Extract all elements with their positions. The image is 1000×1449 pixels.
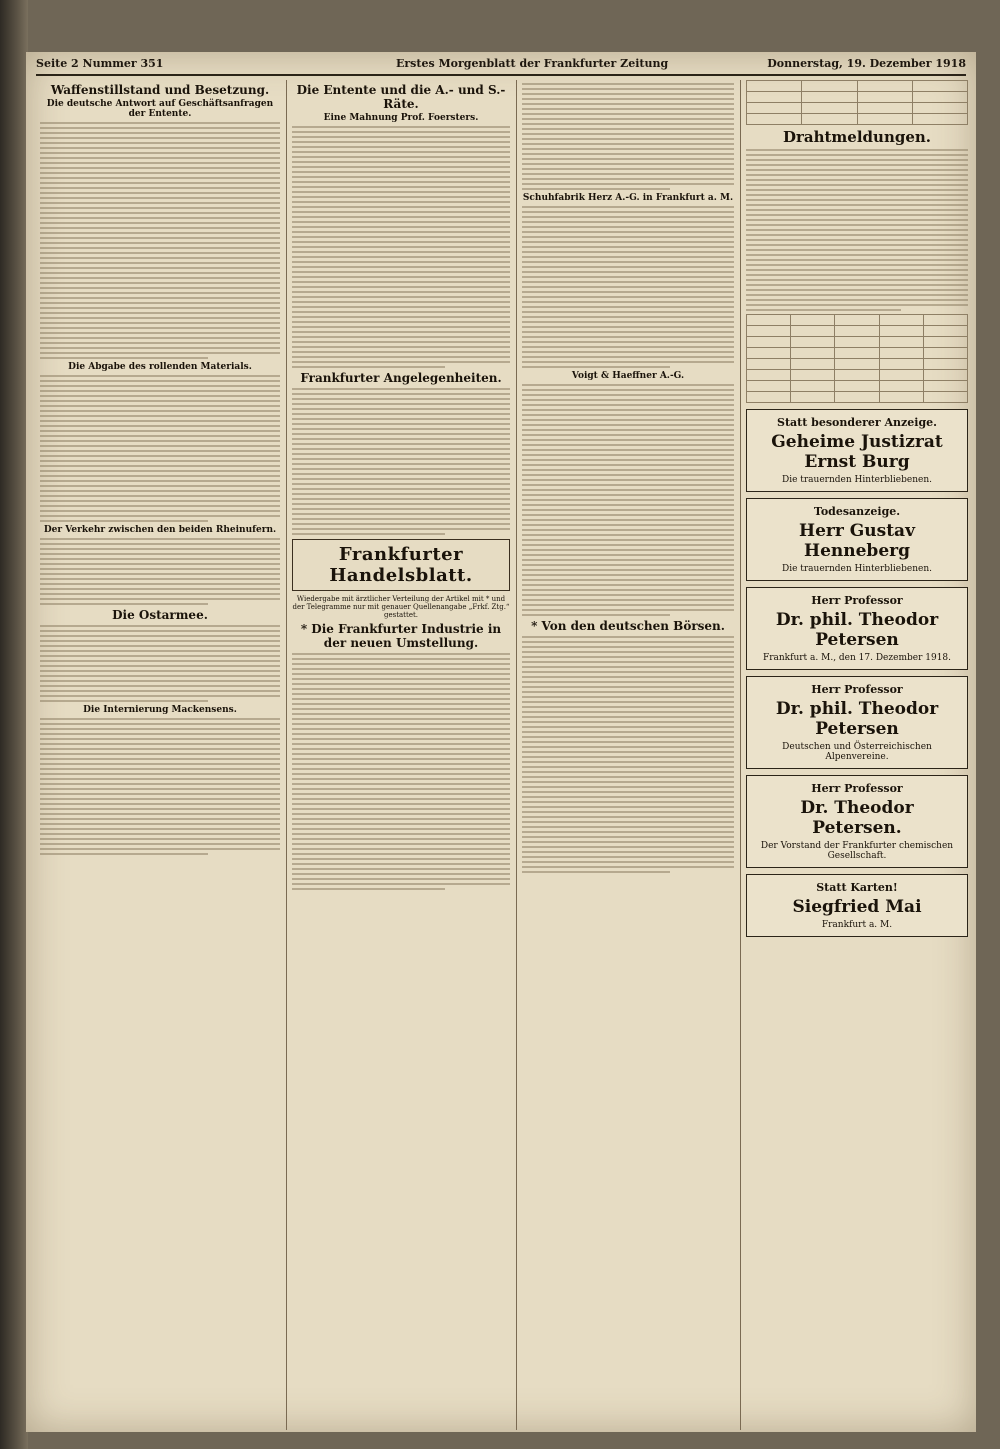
handelsblatt-title: Frankfurter Handelsblatt.: [292, 539, 510, 591]
column-4: [746, 80, 968, 943]
article-text: [746, 149, 968, 311]
notice-footer: Deutschen und Österreichischen Alpenvereine.: [782, 742, 932, 762]
article-title: Waffenstillstand und Besetzung.: [50, 83, 270, 97]
notice-name: Dr. phil. Theodor Petersen: [775, 610, 939, 650]
article-text: [522, 636, 734, 873]
column-rule: [286, 80, 287, 1430]
section-heading: Voigt & Haeffner A.-G.: [571, 371, 685, 381]
notice-name: Siegfried Mai: [792, 897, 922, 917]
section-heading: Der Verkehr zwischen den beiden Rheinufern.: [43, 525, 277, 535]
article-text: [522, 384, 734, 616]
column-rule: [516, 80, 517, 1430]
article-subtitle: Die deutsche Antwort auf Geschäftsanfragen der Entente.: [46, 99, 274, 119]
section-heading: Schuhfabrik Herz A.-G. in Frankfurt a. M.: [522, 193, 734, 203]
notice-footer: Frankfurt a. M., den 17. Dezember 1918.: [762, 653, 952, 663]
book-binding: [0, 0, 28, 1449]
notice-name: Dr. phil. Theodor Petersen: [775, 699, 939, 739]
article-text: [40, 718, 280, 855]
death-notice: [746, 587, 968, 670]
death-notice: [746, 775, 968, 868]
article-text: [292, 653, 510, 890]
article-title: * Die Frankfurter Industrie in der neuen Umstellung.: [300, 622, 502, 650]
article-title: Die Ostarmee.: [112, 608, 208, 622]
notice-name: Geheime Justizrat Ernst Burg: [771, 432, 943, 472]
exchange-table: [746, 80, 968, 125]
market-table: [746, 314, 968, 403]
article-text: [40, 538, 280, 605]
notice-footer: Die trauernden Hinterbliebenen.: [781, 564, 932, 574]
section-heading: Die Internierung Mackensens.: [83, 705, 237, 715]
header-right: Donnerstag, 19. Dezember 1918: [767, 57, 966, 70]
death-notice: [746, 676, 968, 769]
article-title: * Von den deutschen Börsen.: [531, 619, 725, 633]
column-1: [40, 80, 280, 858]
notice-heading: Todesanzeige.: [813, 505, 901, 518]
notice-heading: Statt Karten!: [816, 881, 898, 894]
notice-heading: Herr Professor: [811, 782, 903, 795]
article-text: [40, 625, 280, 702]
article-title: Frankfurter Angelegenheiten.: [300, 371, 502, 385]
header-left: Seite 2 Nummer 351: [36, 57, 164, 70]
article-text: [292, 126, 510, 368]
article-title: Die Entente und die A.- und S.-Räte.: [296, 83, 506, 111]
notice-heading: Herr Professor: [811, 594, 903, 607]
death-notice: [746, 409, 968, 492]
death-notice: [746, 874, 968, 937]
column-2: [292, 80, 510, 893]
article-text: [292, 388, 510, 535]
notice-heading: Herr Professor: [811, 683, 903, 696]
notice-footer: Der Vorstand der Frankfurter chemischen Gesellschaft.: [760, 841, 954, 861]
column-3: [522, 80, 734, 876]
article-text: [40, 375, 280, 522]
handelsblatt-note: Wiedergabe mit ärztlicher Verteilung der Artikel mit * und der Telegramme nur mit genauer Quellenangabe „Frkf. Ztg.“ gestattet.: [292, 595, 510, 619]
notice-name: Dr. Theodor Petersen.: [800, 798, 914, 838]
notice-name: Herr Gustav Henneberg: [799, 521, 915, 561]
section-title: Drahtmeldungen.: [782, 128, 932, 146]
article-text: [40, 122, 280, 359]
notice-footer: Frankfurt a. M.: [821, 920, 893, 930]
header-center: Erstes Morgenblatt der Frankfurter Zeitung: [396, 57, 669, 70]
notice-heading: Statt besonderer Anzeige.: [777, 416, 937, 429]
column-rule: [740, 80, 741, 1430]
notice-footer: Die trauernden Hinterbliebenen.: [781, 475, 932, 485]
article-text: [522, 83, 734, 190]
section-heading: Die Abgabe des rollenden Materials.: [68, 362, 252, 372]
article-text: [522, 206, 734, 368]
article-subtitle: Eine Mahnung Prof. Foersters.: [323, 113, 479, 123]
page-header: [36, 56, 966, 76]
death-notice: [746, 498, 968, 581]
